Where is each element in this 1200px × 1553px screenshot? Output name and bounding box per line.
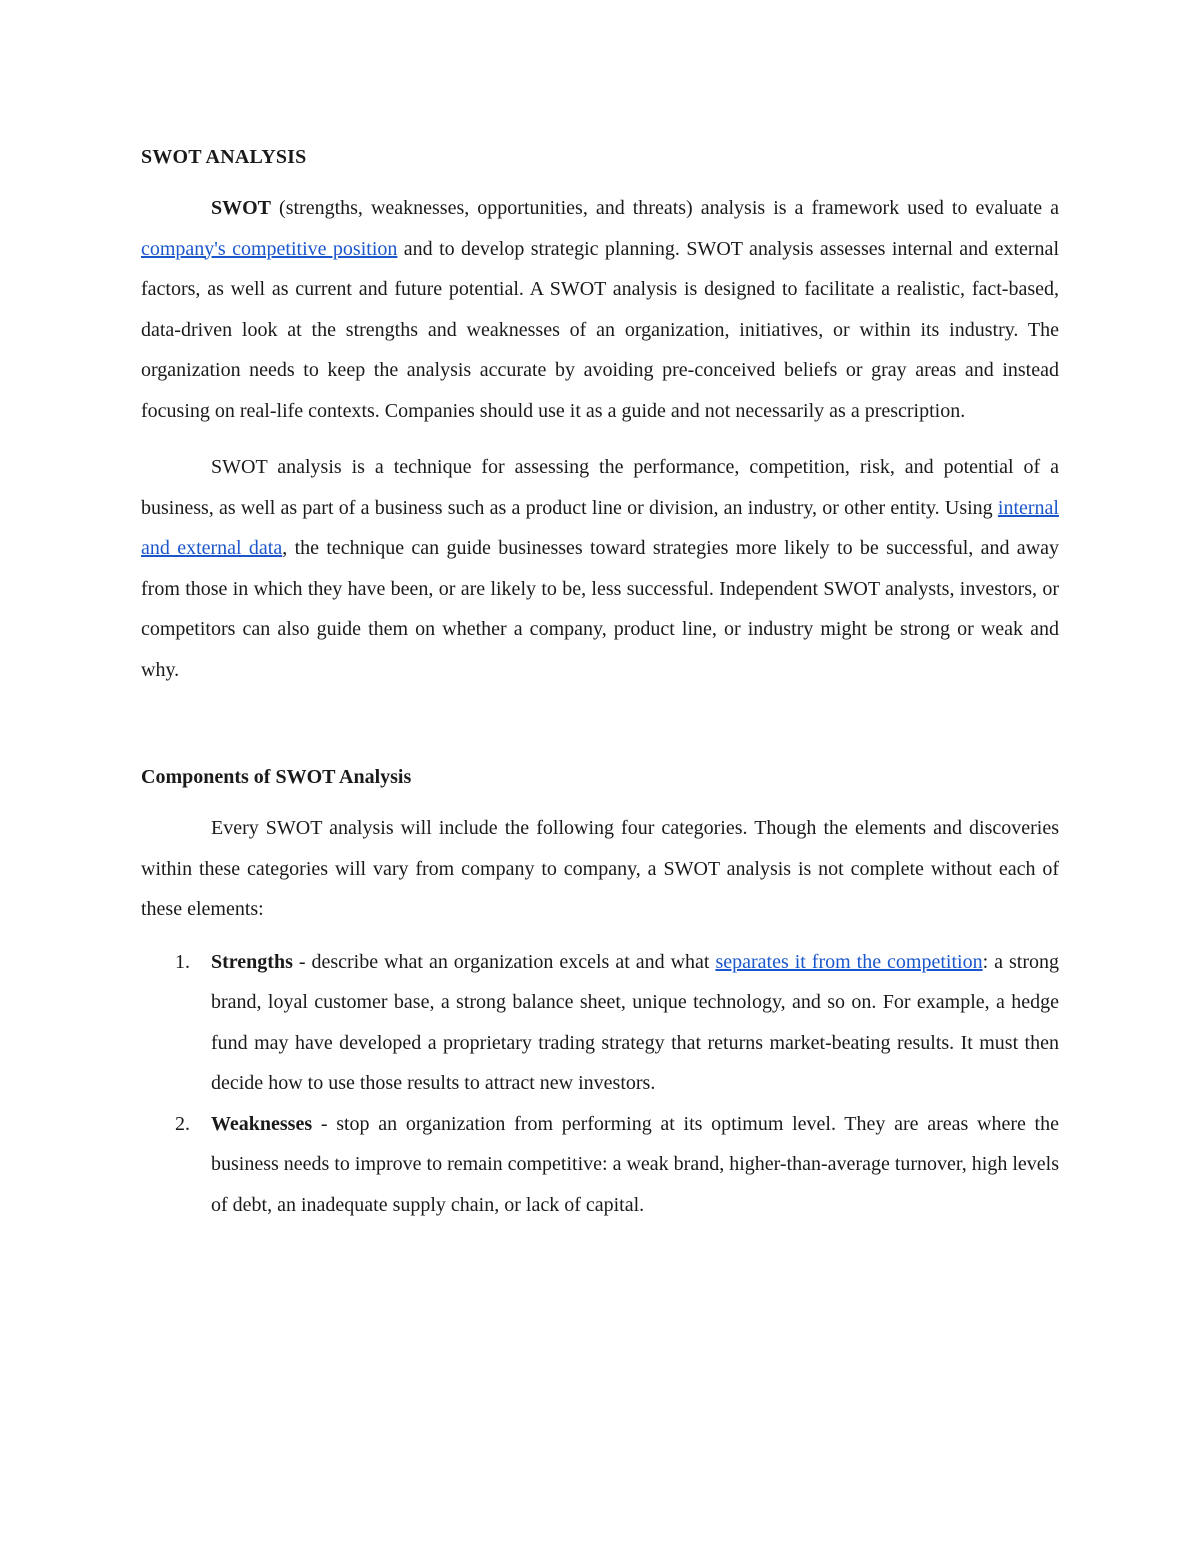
para2-text-1: SWOT analysis is a technique for assessing the performance, competition, risk, and potential of a business, as well as part of a business such as a product line or division, an industry, or other entity. Using	[141, 456, 1059, 519]
intro-lead-bold: SWOT	[211, 197, 272, 219]
list-text-1: - stop an organization from performing at its optimum level. They are areas where the business needs to improve to remain competitive: a weak brand, higher-than-average turnover, high levels of debt, an inadequate supply chain, or lack of capital.	[211, 1112, 1059, 1216]
separates-competition-link[interactable]: separates it from the competition	[715, 950, 983, 973]
internal-external-data-link[interactable]: internal and external data	[141, 496, 1059, 559]
components-list	[141, 942, 1059, 1226]
intro-text-2: and to develop strategic planning. SWOT analysis assesses internal and external factors, as well as current and future potential. A SWOT analysis is designed to facilitate a realistic, fact-based, data-driven look at the strengths and weaknesses of an organization, initiatives, or within its industry. The organization needs to keep the analysis accurate by avoiding pre-conceived beliefs or gray areas and instead focusing on real-life contexts. Companies should use it as a guide and not necessarily as a prescription.	[141, 237, 1059, 422]
intro-paragraph	[141, 188, 1059, 431]
components-heading: Components of SWOT Analysis	[141, 766, 412, 788]
list-text-2: : a strong brand, loyal customer base, a strong balance sheet, unique technology, and so on. For example, a hedge fund may have developed a proprietary trading strategy that returns market-beating results. It must then decide how to use those results to attract new investors.	[211, 950, 1059, 1094]
list-number: 2.	[175, 1112, 190, 1135]
intro-text-1: (strengths, weaknesses, opportunities, and threats) analysis is a framework used to evaluate a	[271, 197, 1059, 219]
list-number: 1.	[175, 950, 190, 973]
components-intro-paragraph: Every SWOT analysis will include the following four categories. Though the elements and discoveries within these categories will vary from company to company, a SWOT analysis is not complete without each of these elements:	[141, 817, 1059, 920]
list-text-1: - describe what an organization excels at and what	[292, 950, 716, 973]
list-item-strengths	[141, 942, 1059, 1104]
para2-text-2: , the technique can guide businesses toward strategies more likely to be successful, and away from those in which they have been, or are likely to be, less successful. Independent SWOT analysts, investors, or competitors can also guide them on whether a company, product line, or industry might be strong or weak and why.	[141, 537, 1060, 681]
document-body	[141, 140, 1059, 1225]
list-term: Weaknesses	[211, 1112, 313, 1135]
page-title: SWOT ANALYSIS	[141, 146, 307, 168]
competitive-position-link[interactable]: company's competitive position	[141, 237, 398, 260]
list-item-weaknesses	[141, 1104, 1059, 1226]
list-term: Strengths	[211, 950, 293, 973]
second-paragraph	[141, 447, 1059, 690]
